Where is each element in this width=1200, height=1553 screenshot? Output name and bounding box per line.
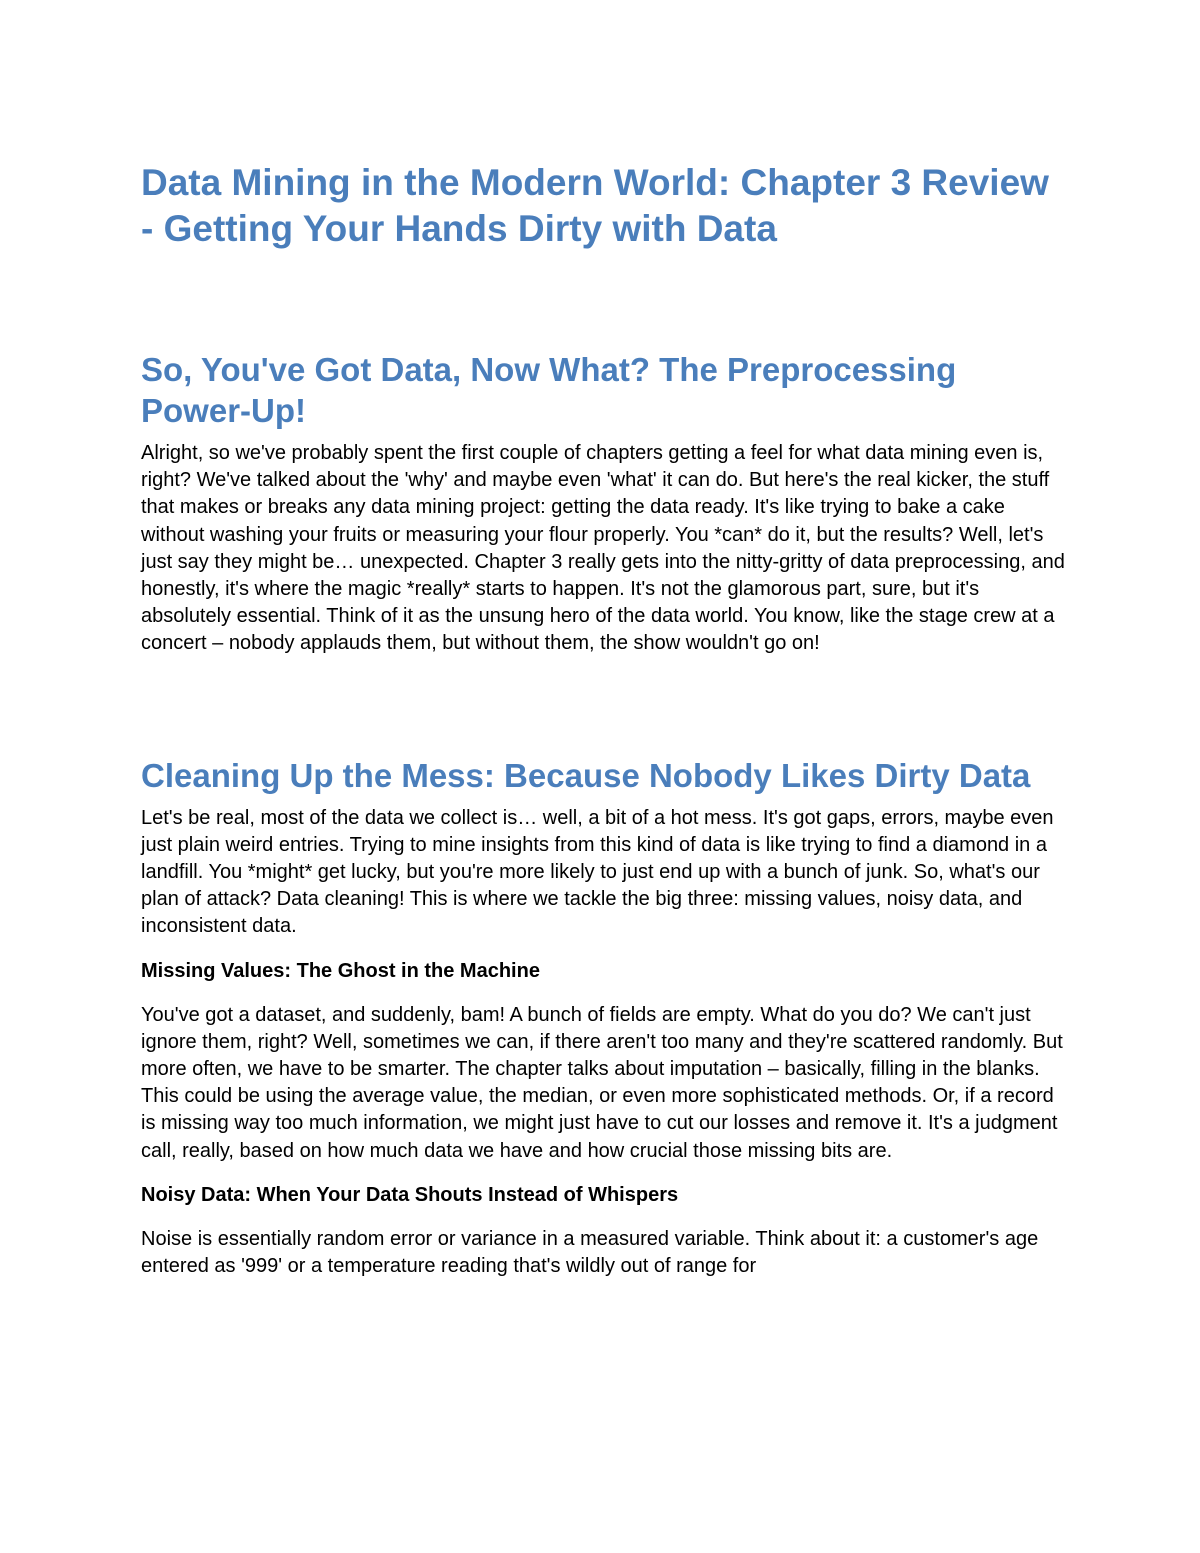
subsection-paragraph-noisy-data: Noise is essentially random error or variance in a measured variable. Think about it: a customer's age entered as '999' or a temperature reading that's wildly out of range for	[141, 1227, 1039, 1278]
section-heading-cleaning: Cleaning Up the Mess: Because Nobody Likes Dirty Data	[141, 756, 1031, 794]
section-heading-preprocessing: So, You've Got Data, Now What? The Preprocessing Power-Up!	[141, 351, 957, 429]
subsection-heading-missing-values: Missing Values: The Ghost in the Machine	[141, 959, 540, 982]
subsection-heading-noisy-data: Noisy Data: When Your Data Shouts Instead of Whispers	[141, 1183, 679, 1206]
subsection-paragraph-missing-values: You've got a dataset, and suddenly, bam! A bunch of fields are empty. What do you do? We can't just ignore them, right? Well, sometimes we can, if there aren't too many and they're scattered randomly. But more often, we have to be smarter. The chapter talks about imputation – basically, filling in the blanks. This could be using the average value, the median, or even more sophisticated methods. Or, if a record is missing way too much information, we might just have to cut our losses and remove it. It's a judgment call, really, based on how much data we have and how crucial those missing bits are.	[141, 1003, 1063, 1162]
document-page	[141, 160, 1071, 1280]
document-title: Data Mining in the Modern World: Chapter 3 Review - Getting Your Hands Dirty with Data	[141, 162, 1049, 249]
section-paragraph-cleaning: Let's be real, most of the data we collect is… well, a bit of a hot mess. It's got gaps, errors, maybe even just plain weird entries. Trying to mine insights from this kind of data is like trying to find a diamond in a landfill. You *might* get lucky, but you're more likely to just end up with a bunch of junk. So, what's our plan of attack? Data cleaning! This is where we tackle the big three: missing values, noisy data, and inconsistent data.	[141, 806, 1054, 938]
section-paragraph-preprocessing: Alright, so we've probably spent the first couple of chapters getting a feel for what data mining even is, right? We've talked about the 'why' and maybe even 'what' it can do. But here's the real kicker, the stuff that makes or breaks any data mining project: getting the data ready. It's like trying to bake a cake without washing your fruits or measuring your flour properly. You *can* do it, but the results? Well, let's just say they might be… unexpected. Chapter 3 really gets into the nitty-gritty of data preprocessing, and honestly, it's where the magic *really* starts to happen. It's not the glamorous part, sure, but it's absolutely essential. Think of it as the unsung hero of the data world. You know, like the stage crew at a concert – nobody applauds them, but without them, the show wouldn't go on!	[141, 442, 1065, 655]
